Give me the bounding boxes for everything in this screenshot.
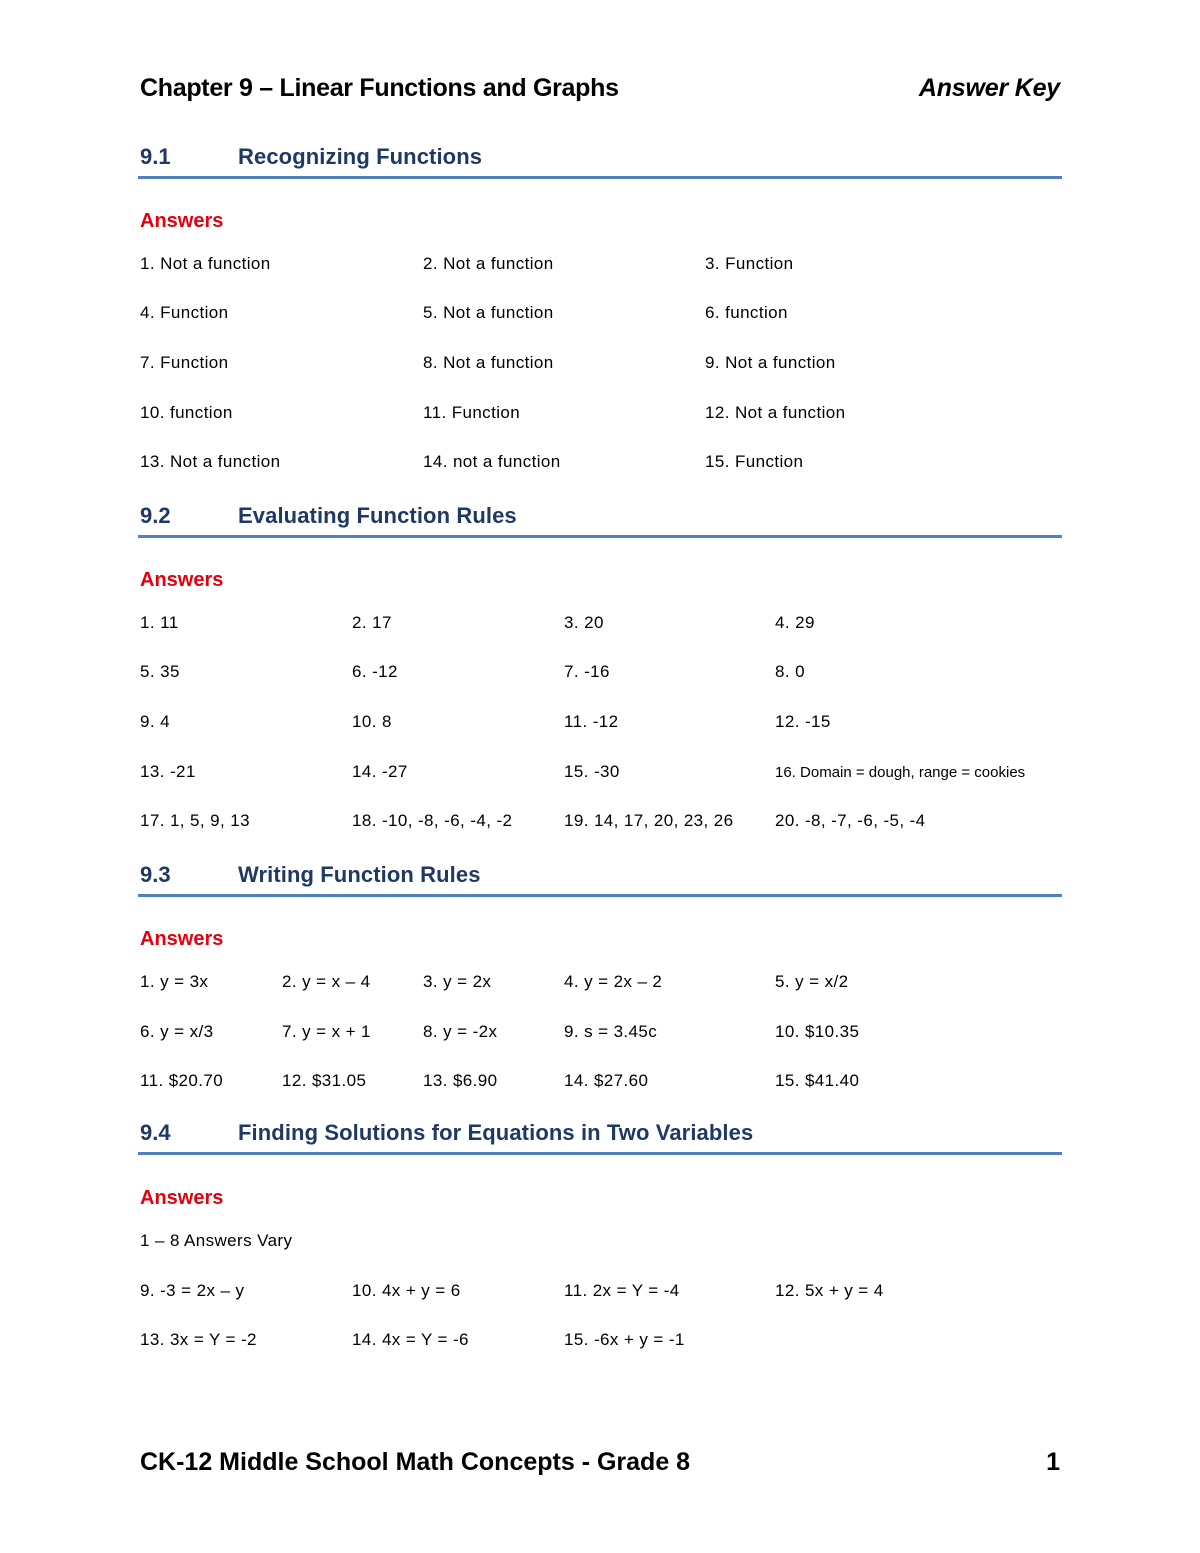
section-heading [140,503,1062,539]
answer-item: 3. 20 [564,613,604,632]
answer-row [140,811,1062,835]
answer-row [140,972,1062,996]
answer-item: 12. Not a function [705,403,846,422]
answer-item: 5. Not a function [423,303,554,322]
answer-item: 15. Function [705,452,804,471]
answer-key-label: Answer Key [918,74,1060,102]
answer-note-row [140,1231,1062,1255]
answer-item: 9. Not a function [705,353,836,372]
answer-row [140,254,1062,278]
answers-label: Answers [140,1187,224,1209]
answer-item: 13. Not a function [140,452,281,471]
answer-item: 12. -15 [775,712,831,731]
answer-item: 20. -8, -7, -6, -5, -4 [775,811,926,830]
answer-item: 9. 4 [140,712,170,731]
answer-row [140,1071,1062,1095]
answers-label: Answers [140,928,224,950]
answer-item: 3. y = 2x [423,972,492,991]
answer-item: 1. Not a function [140,254,271,273]
answer-item: 10. $10.35 [775,1022,860,1041]
section-number: 9.4 [140,1120,171,1145]
section-rule [138,535,1062,538]
answer-item: 12. 5x + y = 4 [775,1281,884,1300]
answer-item: 7. Function [140,353,229,372]
section-number: 9.2 [140,503,171,528]
book-title: CK-12 Middle School Math Concepts - Grade 8 [140,1448,691,1476]
section-title: Recognizing Functions [238,144,483,169]
answer-item: 13. $6.90 [423,1071,498,1090]
answer-item-text: 16. Domain = dough, range = cookies [775,764,1026,781]
answer-item: 8. y = -2x [423,1022,498,1041]
answer-item: 7. -16 [564,662,610,681]
section-title: Evaluating Function Rules [238,503,517,528]
answer-item: 14. not a function [423,452,561,471]
answer-item: 10. 8 [352,712,392,731]
page-header [140,74,1060,108]
answers-label: Answers [140,569,224,591]
section-rule [138,1152,1062,1155]
answer-item: 5. y = x/2 [775,972,849,991]
answer-row [140,1022,1062,1046]
answer-item: 12. $31.05 [282,1071,367,1090]
answer-item: 1. y = 3x [140,972,209,991]
section-9-4 [140,1120,1062,1349]
answer-item: 15. $41.40 [775,1071,860,1090]
section-title: Writing Function Rules [238,862,481,887]
chapter-title: Chapter 9 – Linear Functions and Graphs [140,74,619,102]
answer-item: 14. $27.60 [564,1071,649,1090]
answer-item: 6. -12 [352,662,398,681]
section-heading [140,862,1062,898]
answer-row [140,353,1062,377]
section-9-1 [140,144,1062,471]
section-heading [140,1120,1062,1156]
answer-item: 11. -12 [564,712,619,731]
answer-item: 4. Function [140,303,229,322]
answer-row [140,403,1062,427]
section-title: Finding Solutions for Equations in Two Variables [238,1120,754,1145]
answers-label: Answers [140,210,224,232]
page-footer [140,1448,1060,1482]
answer-item: 4. y = 2x – 2 [564,972,663,991]
answer-item: 2. y = x – 4 [282,972,371,991]
answer-item: 2. 17 [352,613,392,632]
section-number: 9.1 [140,144,171,169]
answer-item: 15. -30 [564,762,620,781]
answer-item: 19. 14, 17, 20, 23, 26 [564,811,734,830]
answer-item: 2. Not a function [423,254,554,273]
section-heading [140,144,1062,180]
answer-item: 11. Function [423,403,521,422]
answer-item: 15. -6x + y = -1 [564,1330,685,1349]
answer-item: 8. 0 [775,662,805,681]
answer-item: 9. -3 = 2x – y [140,1281,245,1300]
answer-row [140,613,1062,637]
answer-row [140,452,1062,476]
answer-item: 1. 11 [140,613,179,632]
answer-item: 8. Not a function [423,353,554,372]
answer-item: 6. function [705,303,788,322]
section-number: 9.3 [140,862,171,887]
answer-item: 10. 4x + y = 6 [352,1281,461,1300]
page-number: 1 [1046,1448,1060,1476]
answer-item: 18. -10, -8, -6, -4, -2 [352,811,513,830]
section-9-3 [140,862,1062,1090]
answer-item: 7. y = x + 1 [282,1022,371,1041]
answer-item: 10. function [140,403,233,422]
answer-item: 14. -27 [352,762,408,781]
answer-row [140,712,1062,736]
answer-item: 6. y = x/3 [140,1022,214,1041]
answer-item [775,762,1025,782]
answer-item: 13. 3x = Y = -2 [140,1330,257,1349]
section-rule [138,894,1062,897]
answers-vary-note: 1 – 8 Answers Vary [140,1231,293,1250]
answer-row [140,1281,1062,1305]
answer-row [140,762,1062,786]
section-rule [138,176,1062,179]
answer-item: 17. 1, 5, 9, 13 [140,811,250,830]
answer-item: 5. 35 [140,662,180,681]
answer-row [140,1330,1062,1354]
answer-item: 14. 4x = Y = -6 [352,1330,469,1349]
answer-item: 9. s = 3.45c [564,1022,658,1041]
answer-item: 3. Function [705,254,794,273]
answer-item: 11. 2x = Y = -4 [564,1281,680,1300]
answer-item: 11. $20.70 [140,1071,224,1090]
answer-item: 4. 29 [775,613,815,632]
answer-row [140,303,1062,327]
section-9-2 [140,503,1062,830]
answer-item: 13. -21 [140,762,196,781]
answer-row [140,662,1062,686]
